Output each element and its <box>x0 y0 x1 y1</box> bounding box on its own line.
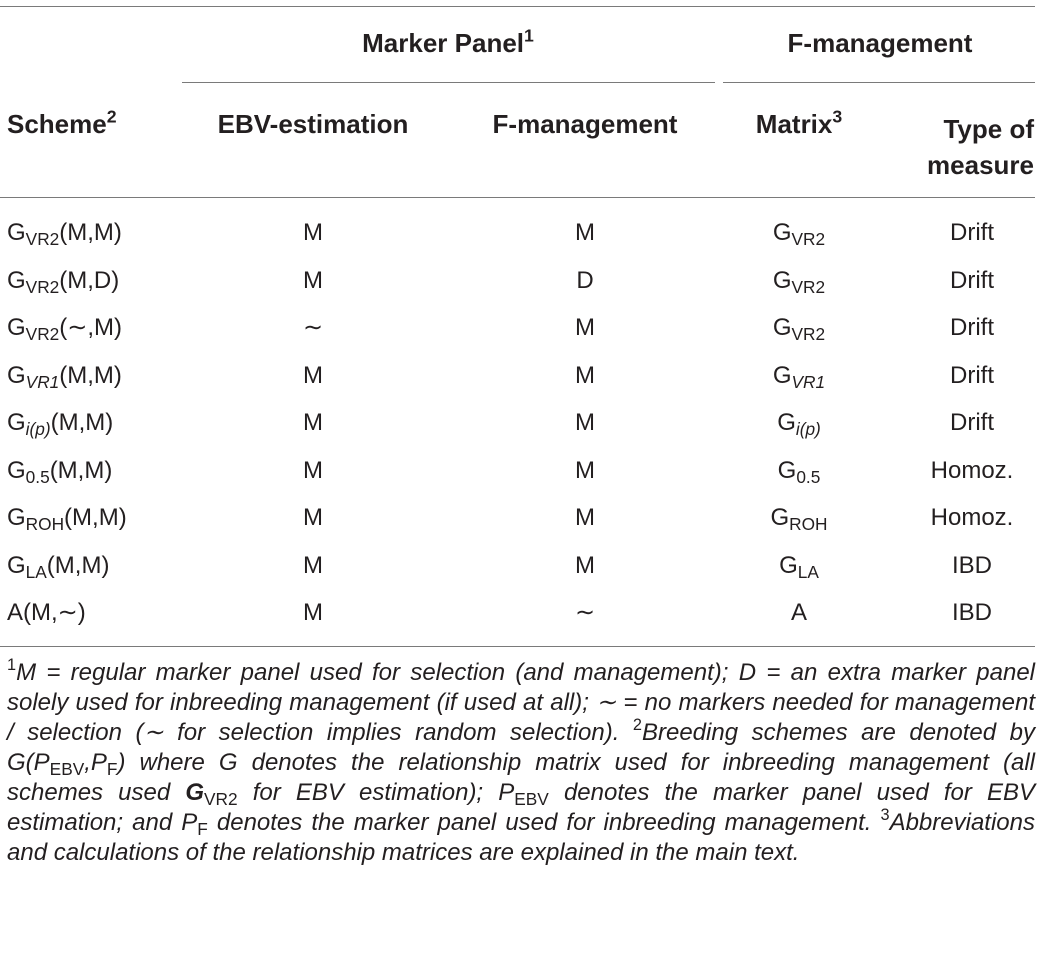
cell-ebv-estimation: M <box>303 409 323 436</box>
cell-matrix: $G_{LA}$ <box>779 552 819 582</box>
group-header-f-management: F-management <box>787 28 973 58</box>
cell-matrix: $G_{VR2}$ <box>772 219 826 249</box>
cell-ebv-estimation: ∼ <box>302 314 324 341</box>
footnote-1: $^1$M = regular marker panel used for selection (and management); D = an extra marker panel solely used for inbreeding management (if used at all); ∼ = no markers needed for management / selection (∼ for selection implies random selection). <box>7 656 1035 746</box>
top-rule <box>0 6 1035 7</box>
cell-f-management: M <box>575 219 595 246</box>
cell-matrix: $G_{VR1}$ <box>772 362 826 392</box>
cell-f-management: D <box>576 267 594 294</box>
cell-f-management: M <box>575 362 595 389</box>
cell-matrix: A <box>790 599 808 626</box>
cell-ebv-estimation: M <box>303 457 323 484</box>
cell-scheme: A(M,∼) <box>7 599 86 626</box>
cell-type-of-measure: IBD <box>951 552 993 579</box>
col-header-type-of-measure: Type of measure <box>927 114 1034 180</box>
footnote-ref: 1 <box>524 25 534 46</box>
cell-scheme: $G_{VR1}(M,M)$ <box>7 362 122 392</box>
cell-ebv-estimation: M <box>303 504 323 531</box>
cell-type-of-measure: Homoz. <box>930 504 1014 531</box>
cell-type-of-measure: Drift <box>950 219 994 246</box>
cell-matrix: $G_{VR2}$ <box>772 267 826 297</box>
cell-scheme: $G_{VR2}(M,M)$ <box>7 219 122 249</box>
cell-type-of-measure: Homoz. <box>930 457 1014 484</box>
fmanagement-group-rule <box>723 82 1035 83</box>
cell-scheme: $G_{VR2}(M,D)$ <box>7 267 120 297</box>
cell-ebv-estimation: M <box>303 219 323 246</box>
col-header-scheme: Scheme$^2$ <box>7 106 117 139</box>
cell-matrix: $G_{i(p)}$ <box>777 409 821 439</box>
cell-ebv-estimation: M <box>303 267 323 294</box>
cell-scheme: $G_{0.5}(M,M)$ <box>7 457 113 487</box>
cell-matrix: $G_{ROH}$ <box>770 504 828 534</box>
cell-scheme: $G_{ROH}(M,M)$ <box>7 504 127 534</box>
cell-scheme: $G_{LA}(M,M)$ <box>7 552 110 582</box>
cell-f-management: M <box>575 504 595 531</box>
cell-ebv-estimation: M <box>303 362 323 389</box>
cell-type-of-measure: IBD <box>951 599 993 626</box>
cell-f-management: M <box>575 457 595 484</box>
header-rule <box>0 197 1035 198</box>
col-header-ebv-estimation: EBV-estimation <box>217 109 409 139</box>
cell-matrix: $G_{VR2}$ <box>772 314 826 344</box>
cell-f-management: M <box>575 314 595 341</box>
cell-type-of-measure: Drift <box>950 409 994 436</box>
col-header-f-management: F-management <box>492 109 678 139</box>
cell-matrix: $G_{0.5}$ <box>777 457 821 487</box>
cell-f-management: M <box>575 552 595 579</box>
footnote-3: $^3$Abbreviations and calculations of the relationship matrices are explained in the main text. <box>7 806 1035 866</box>
group-header-marker-panel: Marker Panel$^1$ <box>362 25 534 58</box>
footnote-ref: 3 <box>832 106 843 127</box>
cell-ebv-estimation: M <box>303 552 323 579</box>
cell-ebv-estimation: M <box>303 599 323 626</box>
cell-scheme: $G_{i(p)}(M,M)$ <box>7 409 114 439</box>
cell-f-management: ∼ <box>574 599 596 626</box>
cell-scheme: $G_{VR2}(\sim,M)$ <box>7 314 123 344</box>
footnote-ref: 2 <box>106 106 117 127</box>
cell-type-of-measure: Drift <box>950 362 994 389</box>
footnote-2: $^2$Breeding schemes are denoted by $G(P_{EBV},P_F)$ where G denotes the relationship matrix used for inbreeding management (all schemes used $G_{VR2}$ for EBV estimation); $P_{EBV}$ denotes the marker panel used for EBV estimation; and $P_F$ denotes the marker panel used for inbreeding management. <box>7 716 1035 839</box>
marker-panel-group-rule <box>182 82 715 83</box>
cell-type-of-measure: Drift <box>950 267 994 294</box>
bottom-rule <box>0 646 1035 647</box>
table-footnotes <box>7 658 1035 868</box>
cell-type-of-measure: Drift <box>950 314 994 341</box>
col-header-matrix: Matrix$^3$ <box>755 106 843 139</box>
cell-f-management: M <box>575 409 595 436</box>
